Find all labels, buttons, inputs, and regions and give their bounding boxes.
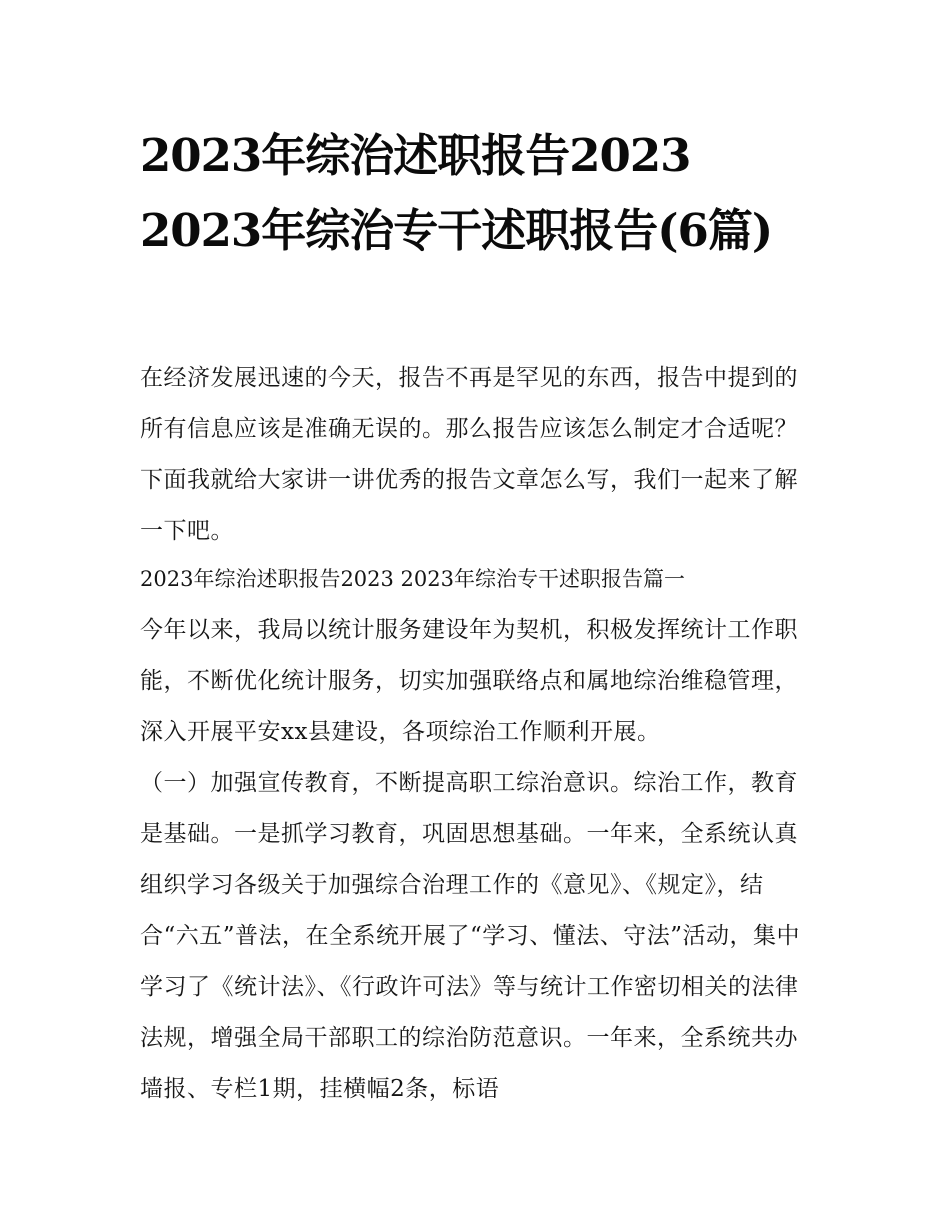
intro-paragraph: 在经济发展迅速的今天，报告不再是罕见的东西，报告中提到的所有信息应该是准确无误的。那么报告应该怎么制定才合适呢？下面我就给大家讲一讲优秀的报告文章怎么写，我们一起来了解一下吧。 bbox=[140, 365, 798, 544]
section-heading: 2023年综治述职报告2023 2023年综治专干述职报告篇一 bbox=[140, 567, 686, 591]
document-title: 2023年综治述职报告2023 2023年综治专干述职报告(6篇) bbox=[140, 129, 773, 257]
body-paragraph-2: （一）加强宣传教育，不断提高职工综治意识。综治工作，教育是基础。一是抓学习教育，巩固思想基础。一年来，全系统认真组织学习各级关于加强综合治理工作的《意见》、《规定》，结合“六五”普法，在全系统开展了“学习、懂法、守法”活动，集中学习了《统计法》、《行政许可法》等与统计工作密切相关的法律法规，增强全局干部职工的综治防范意识。一年来，全系统共办墙报、专栏1期，挂横幅2条，标语 bbox=[140, 770, 801, 1102]
body-paragraph-1: 今年以来，我局以统计服务建设年为契机，积极发挥统计工作职能，不断优化统计服务，切实加强联络点和属地综治维稳管理，深入开展平安xx县建设，各项综治工作顺利开展。 bbox=[140, 617, 798, 745]
